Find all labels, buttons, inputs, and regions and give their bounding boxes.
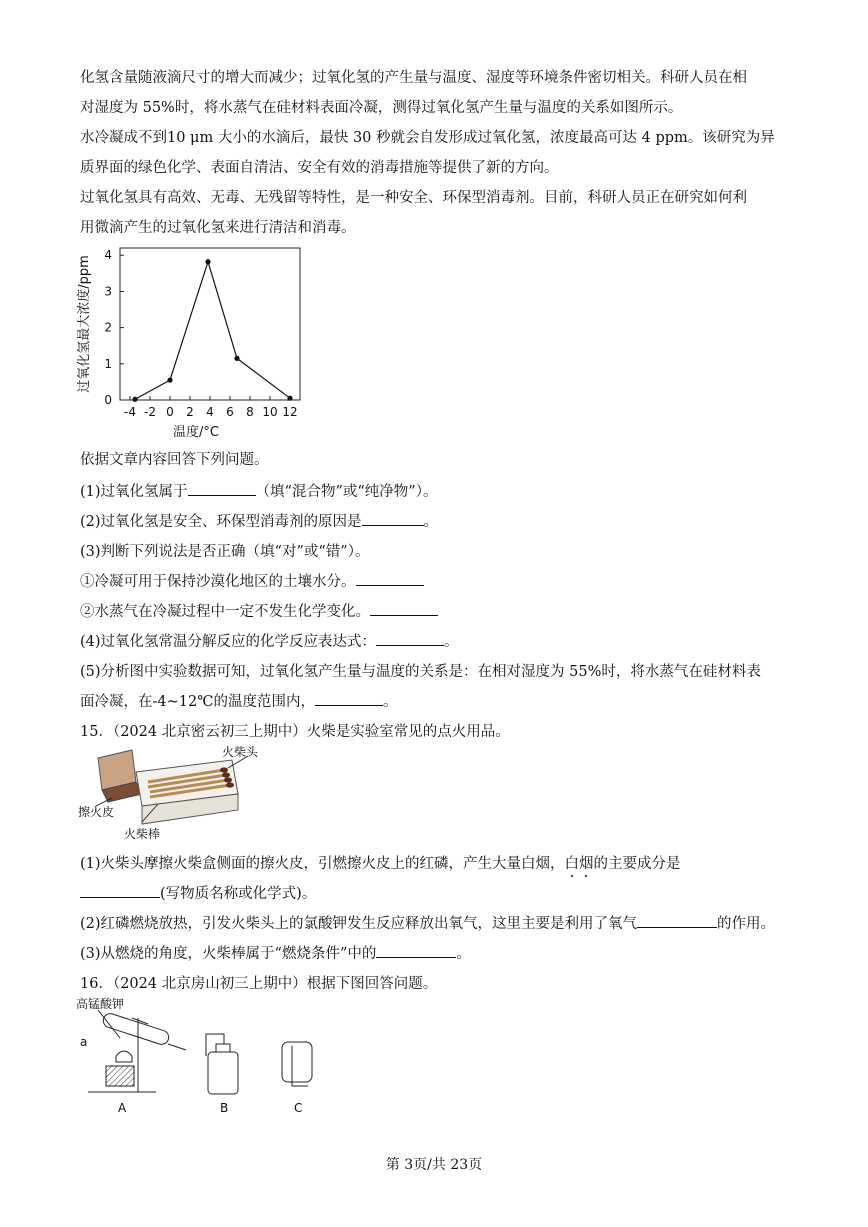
- question-15-2: [80, 912, 775, 933]
- label-striker: 擦火皮: [78, 805, 115, 819]
- y-tick-label: 4: [104, 248, 112, 263]
- q-text: (3)从燃烧的角度，火柴棒属于“燃烧条件”中的: [80, 946, 377, 962]
- answer-blank[interactable]: [376, 631, 444, 646]
- passage-line: 对湿度为 55%时，将水蒸气在硅材料表面冷凝，测得过氧化氢产生量与温度的关系如图所示。: [80, 100, 683, 116]
- question-14-4: [80, 630, 459, 651]
- data-point: [234, 356, 239, 361]
- x-tick-label: -4: [124, 405, 136, 419]
- answer-blank[interactable]: [370, 601, 438, 616]
- lab-apparatus-diagram: [76, 994, 336, 1118]
- q-text: (写物质名称或化学式)。: [160, 886, 317, 902]
- x-tick-label: 6: [226, 405, 234, 419]
- answer-blank[interactable]: [356, 571, 424, 586]
- apparatus-c: [282, 1042, 312, 1086]
- passage-line: 过氧化氢具有高效、无毒、无残留等特性，是一种安全、环保型消毒剂。目前，科研人员正在研究如何利: [80, 190, 747, 206]
- q-text: 。: [444, 634, 459, 650]
- y-tick-label: 3: [104, 284, 112, 299]
- q-text: 的主要成分是: [593, 856, 681, 872]
- page-footer: 第 3页/共 23页: [385, 1157, 483, 1173]
- x-tick-label: 10: [262, 405, 278, 419]
- data-point: [287, 396, 292, 401]
- answer-blank[interactable]: [637, 913, 717, 928]
- apparatus-a: [88, 1010, 186, 1092]
- answer-blank[interactable]: [80, 883, 160, 898]
- emphasis-char: 烟: [579, 856, 594, 872]
- question-15-3: [80, 942, 471, 963]
- x-tick-label: 4: [206, 405, 214, 419]
- question-14-1: [80, 480, 437, 501]
- passage-line: 水冷凝成不到10 μm 大小的水滴后，最快 30 秒就会自发形成过氧化氢，浓度最高可达 4 ppm。该研究为异: [80, 130, 775, 146]
- answer-blank[interactable]: [376, 943, 456, 958]
- x-tick-label: 2: [186, 405, 194, 419]
- question-16-title: 16．（2024 北京房山初三上期中）根据下图回答问题。: [80, 976, 438, 992]
- q-text: ①冷凝可用于保持沙漠化地区的土壤水分。: [80, 574, 356, 590]
- plot-frame: [120, 248, 300, 400]
- matchbox-illustration: [76, 742, 276, 842]
- q-text: 的作用。: [717, 916, 776, 932]
- q-text: 。: [423, 514, 439, 530]
- label-a: a: [80, 1035, 88, 1049]
- h2o2-temperature-chart: [74, 244, 314, 440]
- passage-line: 用微滴产生的过氧化氢来进行清洁和消毒。: [80, 220, 356, 236]
- label-B: B: [220, 1101, 229, 1115]
- label-match-head: 火柴头: [222, 745, 259, 759]
- question-15-1-cont: [80, 882, 316, 903]
- q-text: 。: [382, 694, 398, 710]
- emphasis-char: 白: [564, 856, 580, 872]
- data-point: [167, 377, 172, 382]
- series-line: [135, 262, 290, 400]
- label-match-stick: 火柴棒: [124, 827, 161, 841]
- apparatus-b: [206, 1034, 238, 1094]
- q-text: (4)过氧化氢常温分解反应的化学反应表达式：: [80, 634, 377, 650]
- question-15-title: 15．（2024 北京密云初三上期中）火柴是实验室常见的点火用品。: [80, 724, 510, 740]
- x-tick-label: 12: [282, 405, 298, 419]
- y-tick-label: 0: [104, 393, 112, 407]
- q-text: (2)过氧化氢是安全、环保型消毒剂的原因是: [80, 514, 362, 530]
- x-tick-label: -2: [144, 405, 156, 419]
- question-14-2: [80, 510, 438, 531]
- data-point: [132, 397, 137, 402]
- q-text: 。: [456, 946, 471, 962]
- data-point: [205, 259, 210, 264]
- question-14-3: (3)判断下列说法是否正确（填“对”或“错”）。: [80, 544, 370, 560]
- y-axis-label: 过氧化氢最大浓度/ppm: [77, 255, 92, 393]
- answer-blank[interactable]: [362, 511, 424, 526]
- q-text: (1)过氧化氢属于: [80, 484, 188, 500]
- question-intro: 依据文章内容回答下列问题。: [80, 452, 269, 468]
- question-14-5: (5)分析图中实验数据可知，过氧化氢产生量与温度的关系是：在相对湿度为 55%时，将水蒸气在硅材料表: [80, 664, 761, 680]
- question-14-3a: [80, 570, 424, 591]
- question-15-1: [80, 852, 681, 873]
- question-14-5-cont: [80, 690, 397, 711]
- passage-line: 化氢含量随液滴尺寸的增大而减少；过氧化氢的产生量与温度、湿度等环境条件密切相关。科研人员在相: [80, 70, 747, 86]
- passage-line: 质界面的绿色化学、表面自清洁、安全有效的消毒措施等提供了新的方向。: [80, 160, 559, 176]
- q-text: 面冷凝，在-4~12℃的温度范围内，: [80, 694, 315, 710]
- label-kmno4: 高锰酸钾: [76, 997, 125, 1011]
- answer-blank[interactable]: [188, 481, 256, 496]
- q-text: （填“混合物”或“纯净物”）。: [255, 484, 438, 500]
- q-text: ②水蒸气在冷凝过程中一定不发生化学变化。: [80, 604, 370, 620]
- x-tick-label: 8: [246, 405, 254, 419]
- label-A: A: [118, 1101, 127, 1115]
- q-text: (1)火柴头摩擦火柴盒侧面的擦火皮，引燃擦火皮上的红磷，产生大量白烟，: [80, 856, 565, 872]
- q-text: (2)红磷燃烧放热，引发火柴头上的氯酸钾发生反应释放出氧气，这里主要是利用了氧气: [80, 916, 638, 932]
- y-tick-label: 2: [104, 320, 112, 335]
- x-tick-label: 0: [166, 405, 174, 419]
- label-C: C: [294, 1101, 303, 1115]
- question-14-3b: [80, 600, 438, 621]
- y-tick-label: 1: [104, 356, 112, 371]
- answer-blank[interactable]: [315, 691, 383, 706]
- x-axis-label: 温度/°C: [173, 425, 219, 440]
